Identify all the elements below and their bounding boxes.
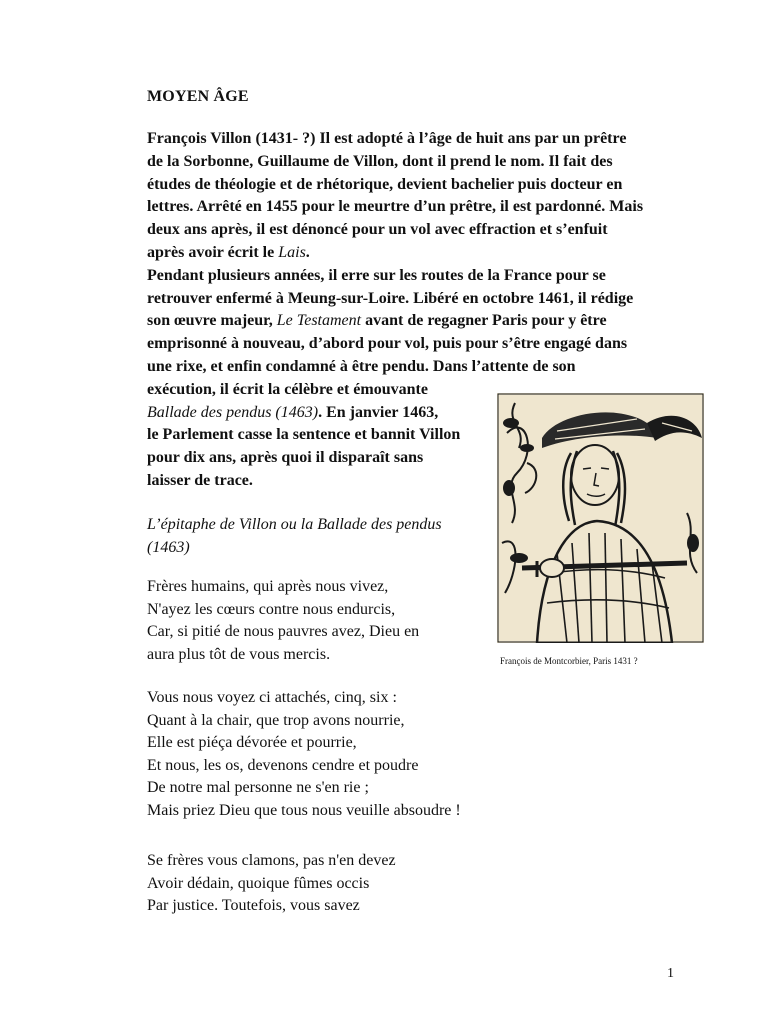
bio-line: lettres. Arrêté en 1455 pour le meurtre d’un prêtre, il est pardonné. Mais: [147, 198, 644, 216]
bio-line: une rixe, et enfin condamné à être pendu. Dans l’attente de son: [147, 357, 576, 375]
verse-line: Quant à la chair, que trop avons nourrie,: [147, 711, 405, 729]
bio-line: le Parlement casse la sentence et bannit Villon: [147, 426, 461, 444]
woodcut-portrait-icon: [497, 393, 704, 643]
poem-title: [147, 513, 487, 559]
poem-title-line: L’épitaphe de Villon ou la Ballade des pendus: [147, 516, 442, 533]
bio-line: Pendant plusieurs années, il erre sur les routes de la France pour se: [147, 266, 606, 284]
bio-line: [147, 310, 667, 333]
verse-line: Et nous, les os, devenons cendre et poudre: [147, 756, 419, 774]
bio-line: deux ans après, il est dénoncé pour un vol avec effraction et s’enfuit: [147, 221, 608, 239]
poem-title-line: (1463): [147, 539, 190, 556]
work-title-lais: Lais: [278, 243, 306, 261]
bio-text: . En janvier 1463,: [318, 403, 439, 421]
verse-line: De notre mal personne ne s'en rie ;: [147, 779, 369, 797]
poem-stanza-1: [147, 576, 419, 666]
verse-line: N'ayez les cœurs contre nous endurcis,: [147, 600, 396, 618]
bio-line: exécution, il écrit la célèbre et émouvante: [147, 380, 428, 398]
bio-text: après avoir écrit le: [147, 243, 279, 261]
bio-line: études de théologie et de rhétorique, devient bachelier puis docteur en: [147, 175, 623, 193]
bio-text: avant de regagner Paris pour y être: [361, 312, 607, 330]
bio-text: .: [305, 243, 310, 261]
bio-text: son œuvre majeur,: [147, 312, 277, 330]
bio-line: emprisonné à nouveau, d’abord pour vol, puis pour s’être engagé dans: [147, 335, 628, 353]
verse-line: Vous nous voyez ci attachés, cinq, six :: [147, 689, 397, 706]
verse-line: aura plus tôt de vous mercis.: [147, 645, 331, 663]
work-title-testament: Le Testament: [276, 312, 362, 330]
verse-line: Frères humains, qui après nous vivez,: [147, 578, 389, 595]
image-caption: François de Montcorbier, Paris 1431 ?: [500, 656, 638, 666]
poem-stanza-2: [147, 687, 461, 823]
verse-line: Mais priez Dieu que tous nous veuille absoudre !: [147, 801, 461, 819]
work-title-ballade: Ballade des pendus (1463): [147, 403, 319, 421]
bio-line: pour dix ans, après quoi il disparaît sans: [147, 449, 424, 467]
bio-line: retrouver enfermé à Meung-sur-Loire. Libéré en octobre 1461, il rédige: [147, 289, 634, 307]
verse-line: Avoir dédain, quoique fûmes occis: [147, 874, 370, 892]
bio-line: laisser de trace.: [147, 471, 253, 489]
bio-line: François Villon (1431- ?) Il est adopté à l’âge de huit ans par un prêtre: [147, 130, 627, 147]
page-number: 1: [667, 966, 674, 981]
poem-stanza-3: [147, 850, 396, 918]
verse-line: Par justice. Toutefois, vous savez: [147, 897, 360, 915]
bio-line: de la Sorbonne, Guillaume de Villon, dont il prend le nom. Il fait des: [147, 152, 613, 170]
verse-line: Car, si pitié de nous pauvres avez, Dieu en: [147, 623, 420, 641]
section-title: MOYEN ÂGE: [147, 88, 249, 105]
verse-line: Elle est piéça dévorée et pourrie,: [147, 734, 357, 752]
verse-line: Se frères vous clamons, pas n'en devez: [147, 852, 396, 869]
woodcut-portrait-image: [497, 393, 704, 643]
bio-line: [147, 242, 667, 265]
